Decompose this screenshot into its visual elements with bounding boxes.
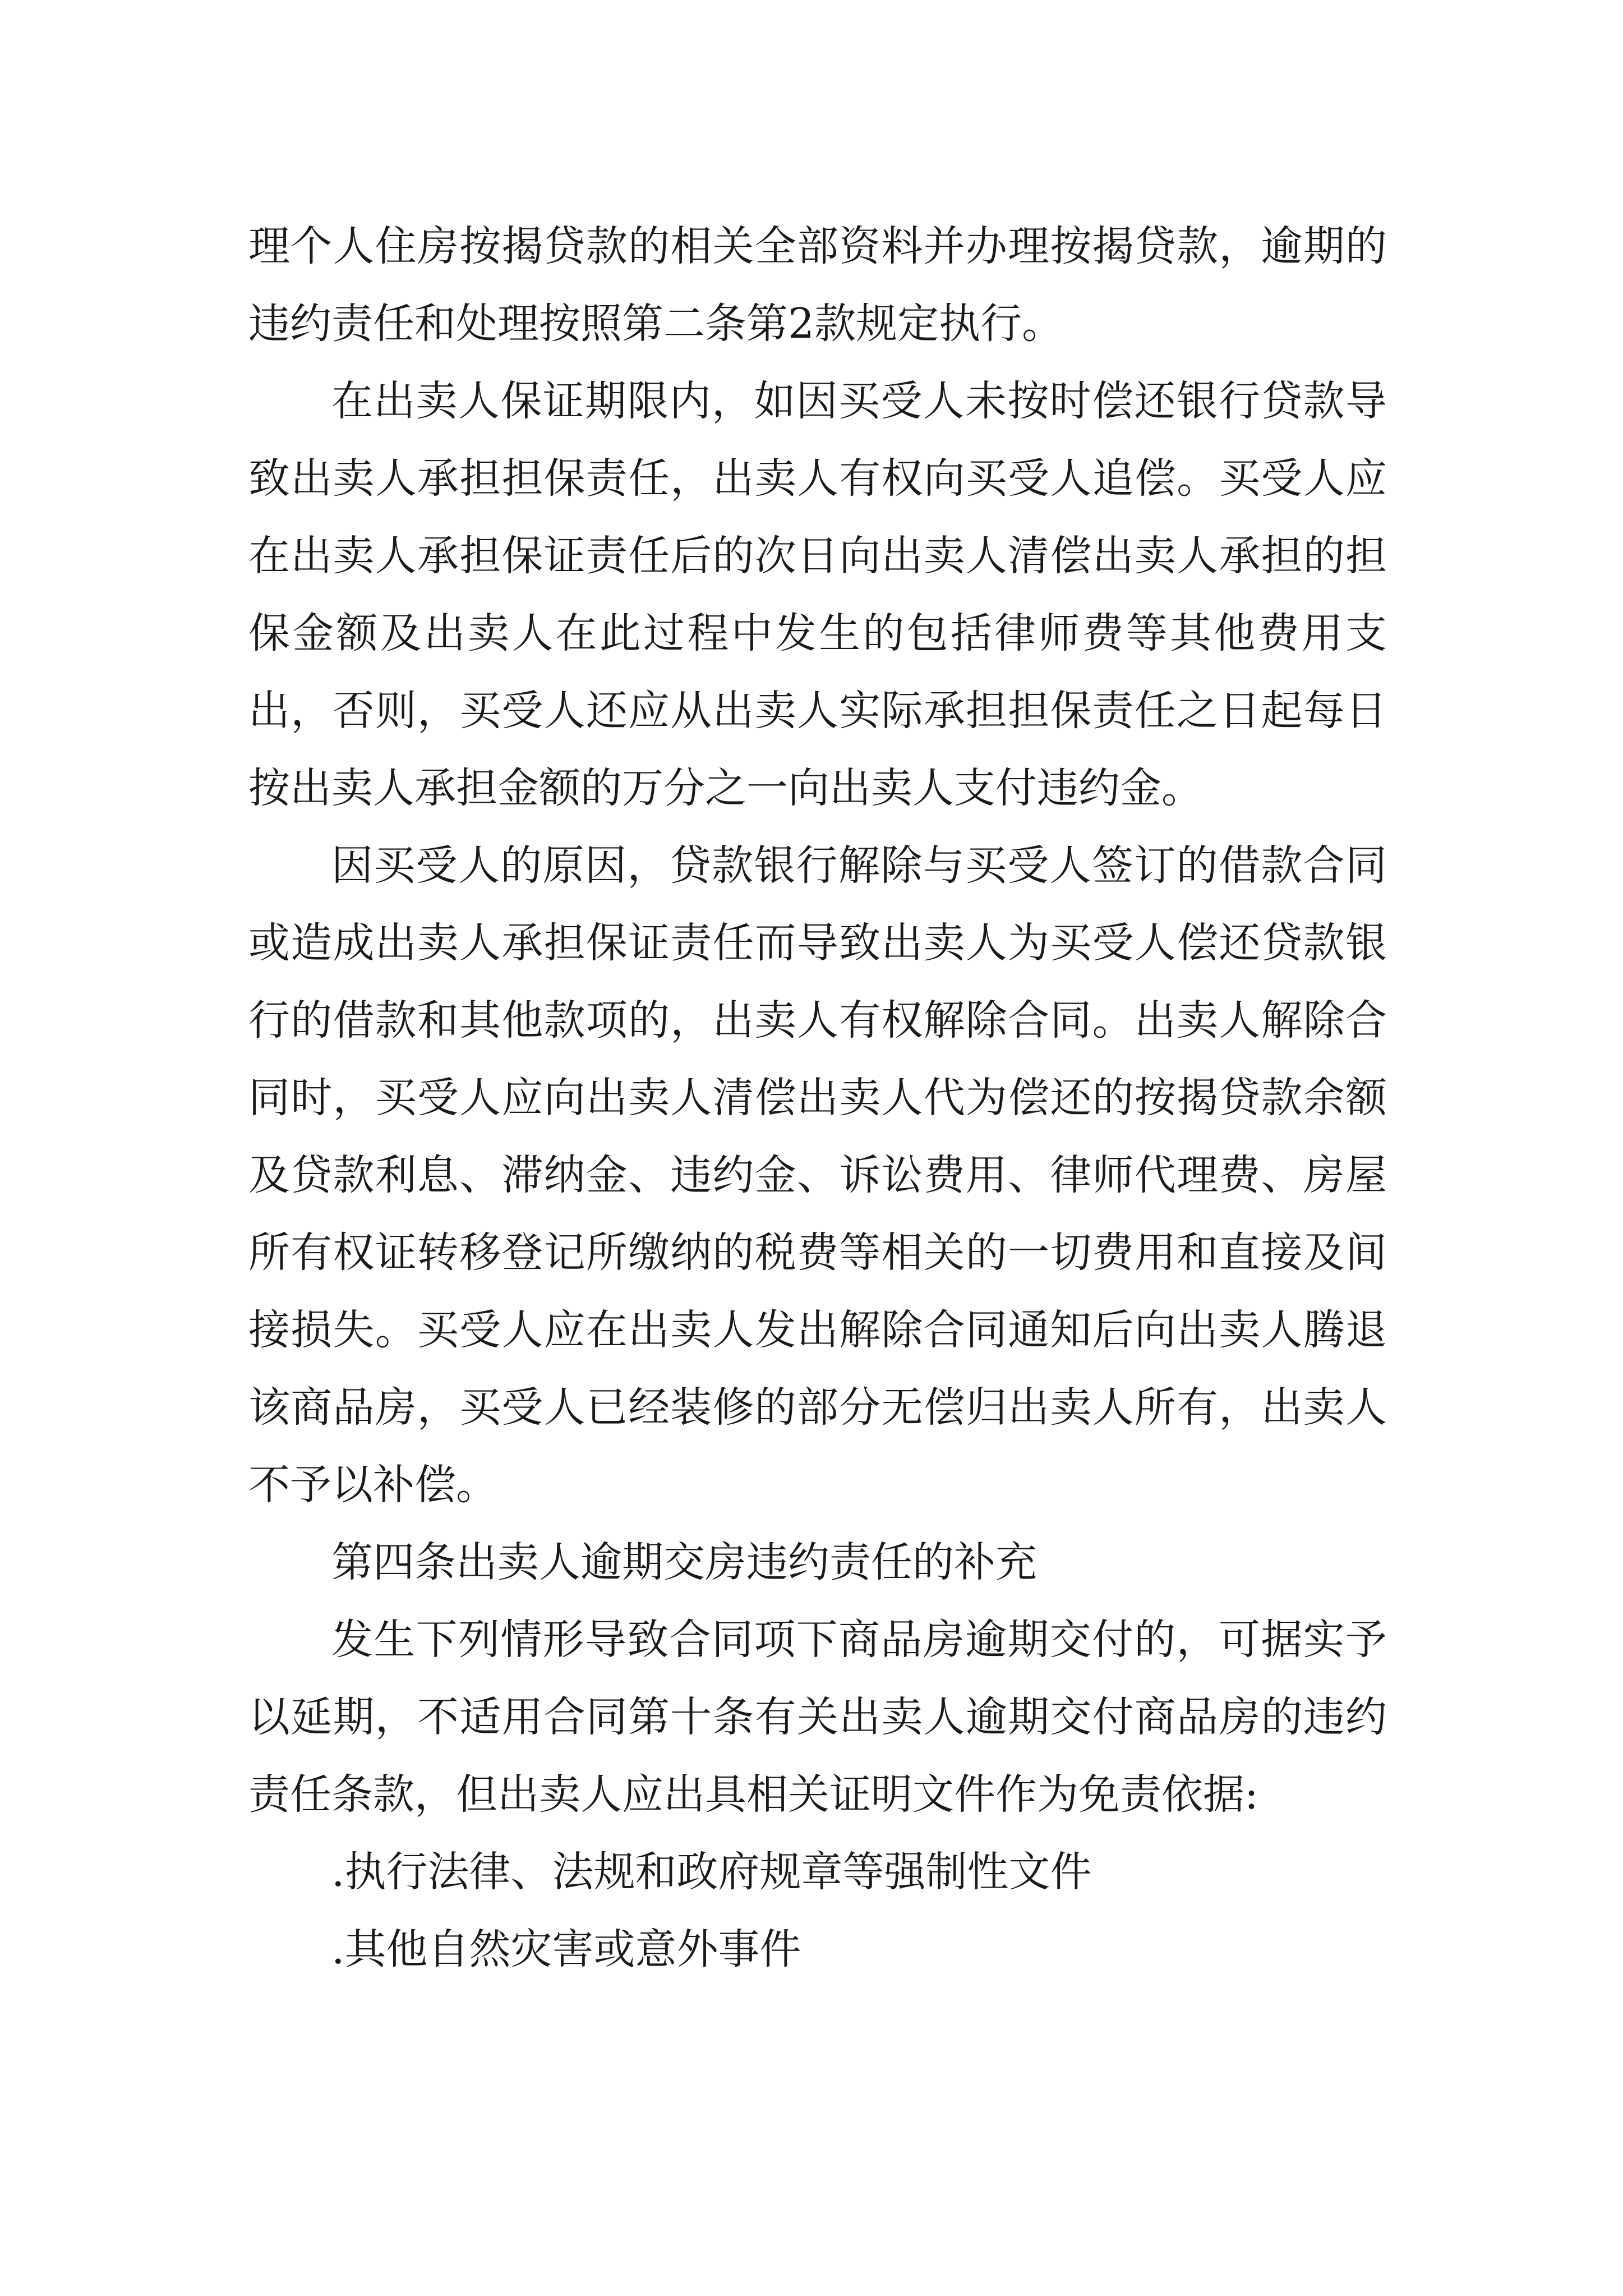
paragraph-delay-exemptions: 发生下列情形导致合同项下商品房逾期交付的，可据实予以延期，不适用合同第十条有关出卖人逾期交付商品房的违约责任条款，但出卖人应出具相关证明文件作为免责依据: (248, 1616, 1387, 1819)
section-heading-article-4: 第四条出卖人逾期交房违约责任的补充 (331, 1538, 1037, 1586)
document-body (248, 208, 1387, 1988)
paragraph-contract-termination: 因买受人的原因，贷款银行解除与买受人签订的借款合同或造成出卖人承担保证责任而导致出卖人为买受人偿还贷款银行的借款和其他款项的，出卖人有权解除合同。出卖人解除合同时，买受人应向出卖人清偿出卖人代为偿还的按揭贷款余额及贷款利息、滞纳金、违约金、诉讼费用、律师代理费、房屋所有权证转移登记所缴纳的税费等相关的一切费用和直接及间接损失。买受人应在出卖人发出解除合同通知后向出卖人腾退该商品房，买受人已经装修的部分无偿归出卖人所有，出卖人不予以补偿。 (248, 841, 1387, 1509)
paragraph-continuation: 理个人住房按揭贷款的相关全部资料并办理按揭贷款，逾期的违约责任和处理按照第二条第2款规定执行。 (248, 222, 1387, 348)
list-item-natural-disasters: .其他自然灾害或意外事件 (331, 1925, 801, 1973)
paragraph-guarantee-recourse: 在出卖人保证期限内，如因买受人未按时偿还银行贷款导致出卖人承担担保责任，出卖人有权向买受人追偿。买受人应在出卖人承担保证责任后的次日向出卖人清偿出卖人承担的担保金额及出卖人在此过程中发生的包括律师费等其他费用支出，否则，买受人还应从出卖人实际承担担保责任之日起每日按出卖人承担金额的万分之一向出卖人支付违约金。 (248, 377, 1387, 812)
list-item-regulations: .执行法律、法规和政府规章等强制性文件 (331, 1848, 1092, 1896)
